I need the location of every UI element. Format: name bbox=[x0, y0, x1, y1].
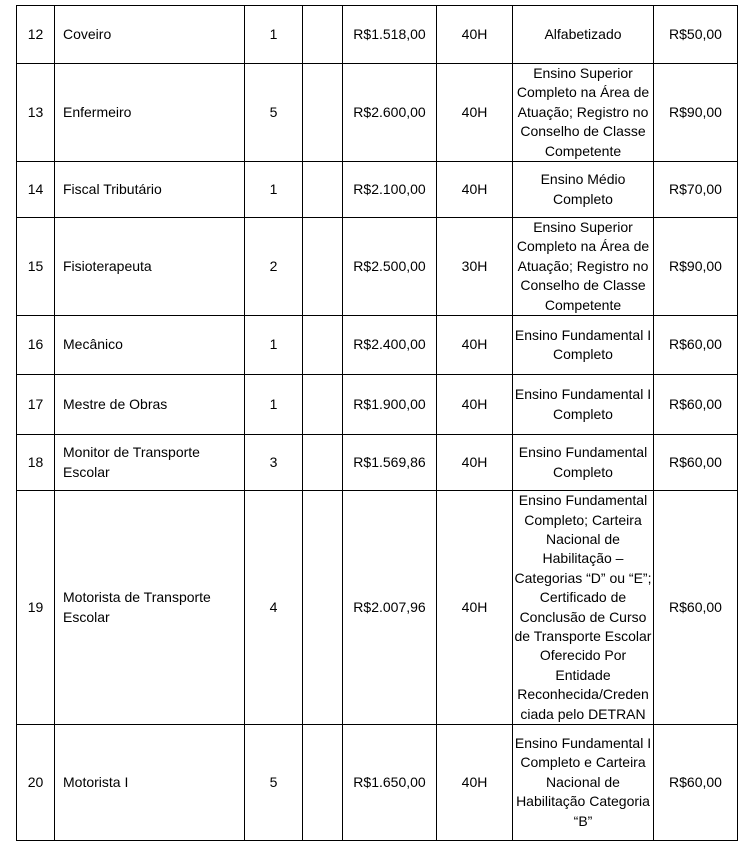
row-number: 14 bbox=[17, 162, 55, 218]
vacancies: 5 bbox=[245, 725, 303, 841]
row-number: 15 bbox=[17, 218, 55, 316]
fee: R$60,00 bbox=[654, 316, 738, 375]
requirement: Alfabetizado bbox=[513, 6, 654, 64]
workload: 30H bbox=[437, 218, 513, 316]
requirement: Ensino Superior Completo na Área de Atuação; Registro no Conselho de Classe Competente bbox=[513, 64, 654, 162]
job-title: Motorista de Transporte Escolar bbox=[55, 491, 245, 725]
fee: R$60,00 bbox=[654, 491, 738, 725]
empty-cell bbox=[303, 725, 343, 841]
table-row bbox=[17, 316, 738, 375]
workload: 40H bbox=[437, 375, 513, 435]
salary: R$2.100,00 bbox=[343, 162, 437, 218]
vacancies: 3 bbox=[245, 435, 303, 491]
fee: R$60,00 bbox=[654, 375, 738, 435]
salary: R$2.500,00 bbox=[343, 218, 437, 316]
job-title: Motorista I bbox=[55, 725, 245, 841]
row-number: 12 bbox=[17, 6, 55, 64]
fee: R$70,00 bbox=[654, 162, 738, 218]
salary: R$1.900,00 bbox=[343, 375, 437, 435]
empty-cell bbox=[303, 218, 343, 316]
row-number: 13 bbox=[17, 64, 55, 162]
vacancies: 5 bbox=[245, 64, 303, 162]
workload: 40H bbox=[437, 6, 513, 64]
table-row bbox=[17, 218, 738, 316]
row-number: 17 bbox=[17, 375, 55, 435]
job-title: Monitor de Transporte Escolar bbox=[55, 435, 245, 491]
workload: 40H bbox=[437, 491, 513, 725]
requirement: Ensino Fundamental Completo bbox=[513, 435, 654, 491]
table-row bbox=[17, 491, 738, 725]
job-title: Mestre de Obras bbox=[55, 375, 245, 435]
fee: R$90,00 bbox=[654, 218, 738, 316]
salary: R$2.400,00 bbox=[343, 316, 437, 375]
row-number: 20 bbox=[17, 725, 55, 841]
fee: R$90,00 bbox=[654, 64, 738, 162]
requirement: Ensino Fundamental I Completo bbox=[513, 375, 654, 435]
workload: 40H bbox=[437, 435, 513, 491]
job-title: Enfermeiro bbox=[55, 64, 245, 162]
row-number: 19 bbox=[17, 491, 55, 725]
workload: 40H bbox=[437, 162, 513, 218]
job-title: Coveiro bbox=[55, 6, 245, 64]
requirement: Ensino Fundamental I Completo bbox=[513, 316, 654, 375]
table-row bbox=[17, 162, 738, 218]
requirement: Ensino Fundamental I Completo e Carteira Nacional de Habilitação Categoria “B” bbox=[513, 725, 654, 841]
salary: R$2.007,96 bbox=[343, 491, 437, 725]
job-title: Mecânico bbox=[55, 316, 245, 375]
vacancies: 1 bbox=[245, 6, 303, 64]
vacancies: 4 bbox=[245, 491, 303, 725]
vacancies: 1 bbox=[245, 375, 303, 435]
row-number: 18 bbox=[17, 435, 55, 491]
salary: R$1.650,00 bbox=[343, 725, 437, 841]
empty-cell bbox=[303, 64, 343, 162]
table-row bbox=[17, 64, 738, 162]
empty-cell bbox=[303, 435, 343, 491]
job-title: Fiscal Tributário bbox=[55, 162, 245, 218]
table-row bbox=[17, 435, 738, 491]
vacancies: 1 bbox=[245, 316, 303, 375]
table-row bbox=[17, 375, 738, 435]
requirement: Ensino Fundamental Completo; Carteira Nacional de Habilitação – Categorias “D” ou “E”; Certificado de Conclusão de Curso de Transporte Escolar Oferecido Por Entidade Reconhecida/Credenciada pelo DETRAN bbox=[513, 491, 654, 725]
vacancies: 2 bbox=[245, 218, 303, 316]
empty-cell bbox=[303, 316, 343, 375]
vacancies: 1 bbox=[245, 162, 303, 218]
empty-cell bbox=[303, 491, 343, 725]
table-row bbox=[17, 6, 738, 64]
workload: 40H bbox=[437, 64, 513, 162]
requirement: Ensino Médio Completo bbox=[513, 162, 654, 218]
fee: R$60,00 bbox=[654, 725, 738, 841]
salary: R$1.569,86 bbox=[343, 435, 437, 491]
salary: R$1.518,00 bbox=[343, 6, 437, 64]
fee: R$60,00 bbox=[654, 435, 738, 491]
positions-table bbox=[16, 5, 738, 841]
empty-cell bbox=[303, 6, 343, 64]
workload: 40H bbox=[437, 725, 513, 841]
workload: 40H bbox=[437, 316, 513, 375]
salary: R$2.600,00 bbox=[343, 64, 437, 162]
job-title: Fisioterapeuta bbox=[55, 218, 245, 316]
empty-cell bbox=[303, 162, 343, 218]
table-row bbox=[17, 725, 738, 841]
requirement: Ensino Superior Completo na Área de Atuação; Registro no Conselho de Classe Competente bbox=[513, 218, 654, 316]
empty-cell bbox=[303, 375, 343, 435]
fee: R$50,00 bbox=[654, 6, 738, 64]
row-number: 16 bbox=[17, 316, 55, 375]
